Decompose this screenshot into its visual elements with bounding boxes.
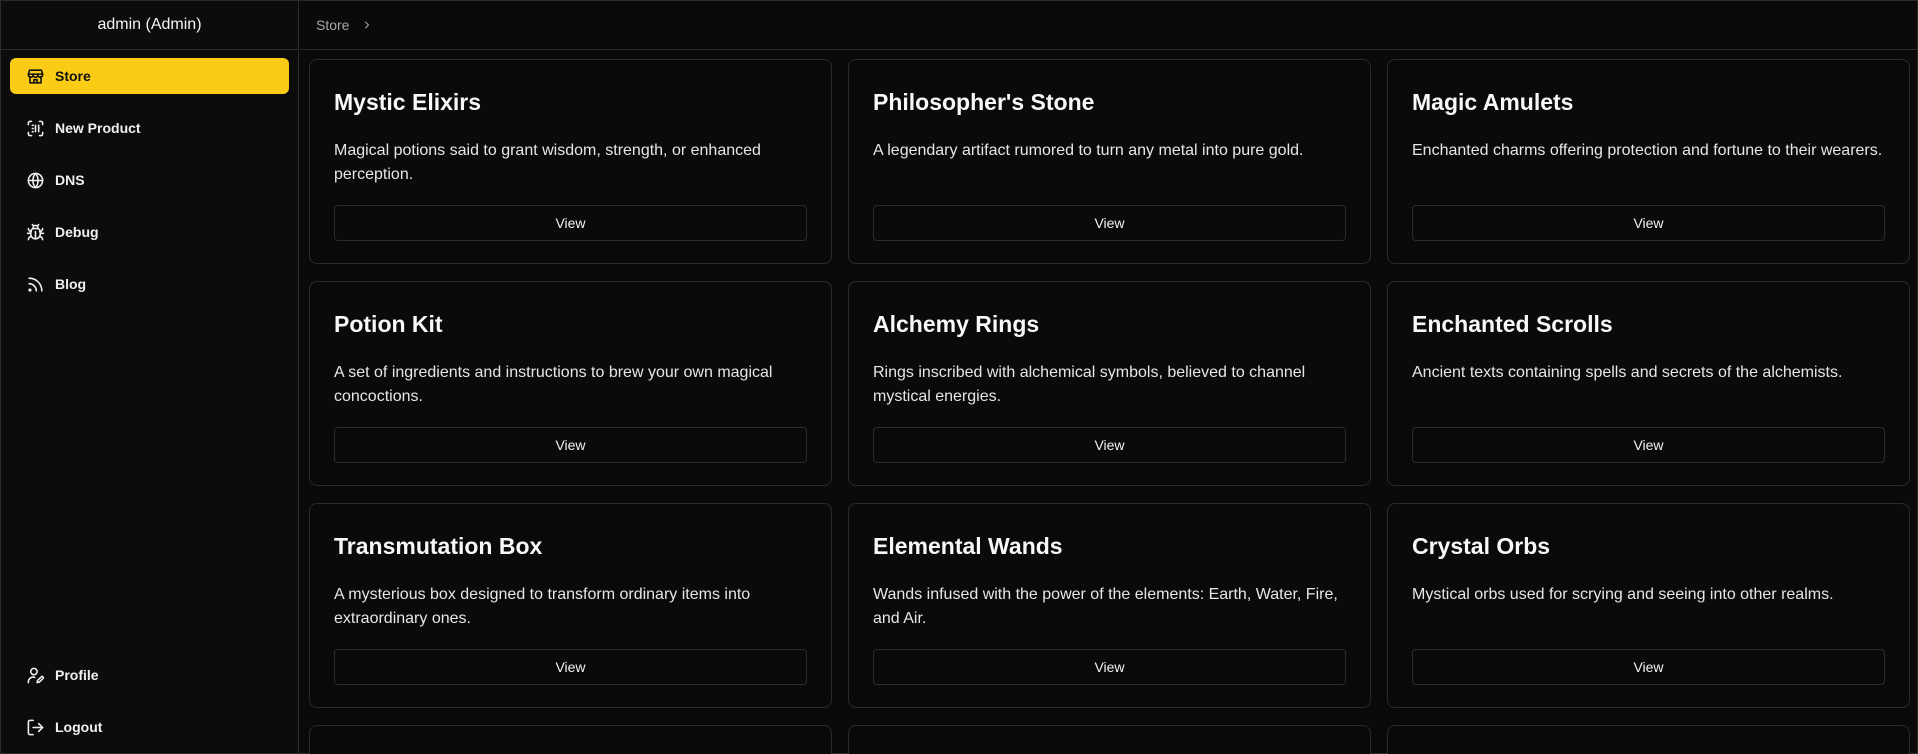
view-button[interactable]: View — [334, 427, 807, 463]
product-card — [309, 503, 832, 708]
view-button[interactable]: View — [1412, 649, 1885, 685]
product-card — [309, 725, 832, 754]
sidebar — [1, 1, 299, 753]
view-button[interactable]: View — [1412, 205, 1885, 241]
product-grid — [309, 59, 1909, 754]
sidebar-item-debug[interactable] — [10, 214, 289, 250]
product-card — [848, 725, 1371, 754]
sidebar-item-store[interactable] — [10, 58, 289, 94]
product-card — [848, 59, 1371, 264]
product-card — [1387, 725, 1910, 754]
product-description: A mysterious box designed to transform ordinary items into extraordinary ones. — [334, 586, 751, 627]
sidebar-item-label: Blog — [55, 276, 87, 292]
product-title: Potion Kit — [334, 311, 443, 337]
sidebar-item-label: Debug — [55, 224, 99, 240]
bug-icon — [26, 223, 45, 242]
logout-icon — [26, 718, 45, 737]
product-description: A set of ingredients and instructions to brew your own magical concoctions. — [334, 364, 773, 405]
sidebar-bottom-nav — [10, 657, 289, 745]
product-title: Enchanted Scrolls — [1412, 311, 1613, 337]
breadcrumb — [300, 1, 1917, 50]
product-description: A legendary artifact rumored to turn any metal into pure gold. — [873, 142, 1304, 159]
globe-icon — [26, 171, 45, 190]
view-button[interactable]: View — [334, 649, 807, 685]
chevron-right-icon — [361, 19, 373, 31]
sidebar-item-label: New Product — [55, 120, 141, 136]
view-button[interactable]: View — [334, 205, 807, 241]
rss-icon — [26, 275, 45, 294]
product-title: Crystal Orbs — [1412, 533, 1551, 559]
sidebar-item-blog[interactable] — [10, 266, 289, 302]
product-description: Magical potions said to grant wisdom, strength, or enhanced perception. — [334, 142, 761, 183]
product-description: Enchanted charms offering protection and fortune to their wearers. — [1412, 142, 1883, 159]
sidebar-item-new-product[interactable] — [10, 110, 289, 146]
product-description: Rings inscribed with alchemical symbols, believed to channel mystical energies. — [873, 364, 1306, 405]
product-card — [1387, 59, 1910, 264]
sidebar-item-label: Profile — [55, 667, 99, 683]
view-button[interactable]: View — [873, 427, 1346, 463]
product-card — [309, 281, 832, 486]
product-card — [309, 59, 832, 264]
product-description: Ancient texts containing spells and secrets of the alchemists. — [1412, 364, 1843, 381]
product-title: Mystic Elixirs — [334, 89, 482, 115]
product-description: Mystical orbs used for scrying and seeing into other realms. — [1412, 586, 1834, 603]
product-card — [1387, 281, 1910, 486]
product-title: Elemental Wands — [873, 533, 1063, 559]
product-title: Transmutation Box — [334, 533, 543, 559]
sidebar-user-label: admin (Admin) — [1, 1, 298, 50]
breadcrumb-item-store[interactable]: Store — [316, 17, 350, 33]
store-icon — [26, 67, 45, 86]
product-card — [848, 281, 1371, 486]
sidebar-item-label: DNS — [55, 172, 85, 188]
sidebar-item-logout[interactable] — [10, 709, 289, 745]
scan-icon — [26, 119, 45, 138]
view-button[interactable]: View — [873, 205, 1346, 241]
product-title: Magic Amulets — [1412, 89, 1574, 115]
sidebar-item-label: Store — [55, 68, 91, 84]
sidebar-item-profile[interactable] — [10, 657, 289, 693]
user-pen-icon — [26, 666, 45, 685]
view-button[interactable]: View — [873, 649, 1346, 685]
product-description: Wands infused with the power of the elements: Earth, Water, Fire, and Air. — [873, 586, 1338, 627]
product-title: Alchemy Rings — [873, 311, 1040, 337]
view-button[interactable]: View — [1412, 427, 1885, 463]
sidebar-item-dns[interactable] — [10, 162, 289, 198]
product-title: Philosopher's Stone — [873, 89, 1095, 115]
product-card — [1387, 503, 1910, 708]
sidebar-item-label: Logout — [55, 719, 103, 735]
sidebar-nav — [1, 50, 298, 302]
product-card — [848, 503, 1371, 708]
